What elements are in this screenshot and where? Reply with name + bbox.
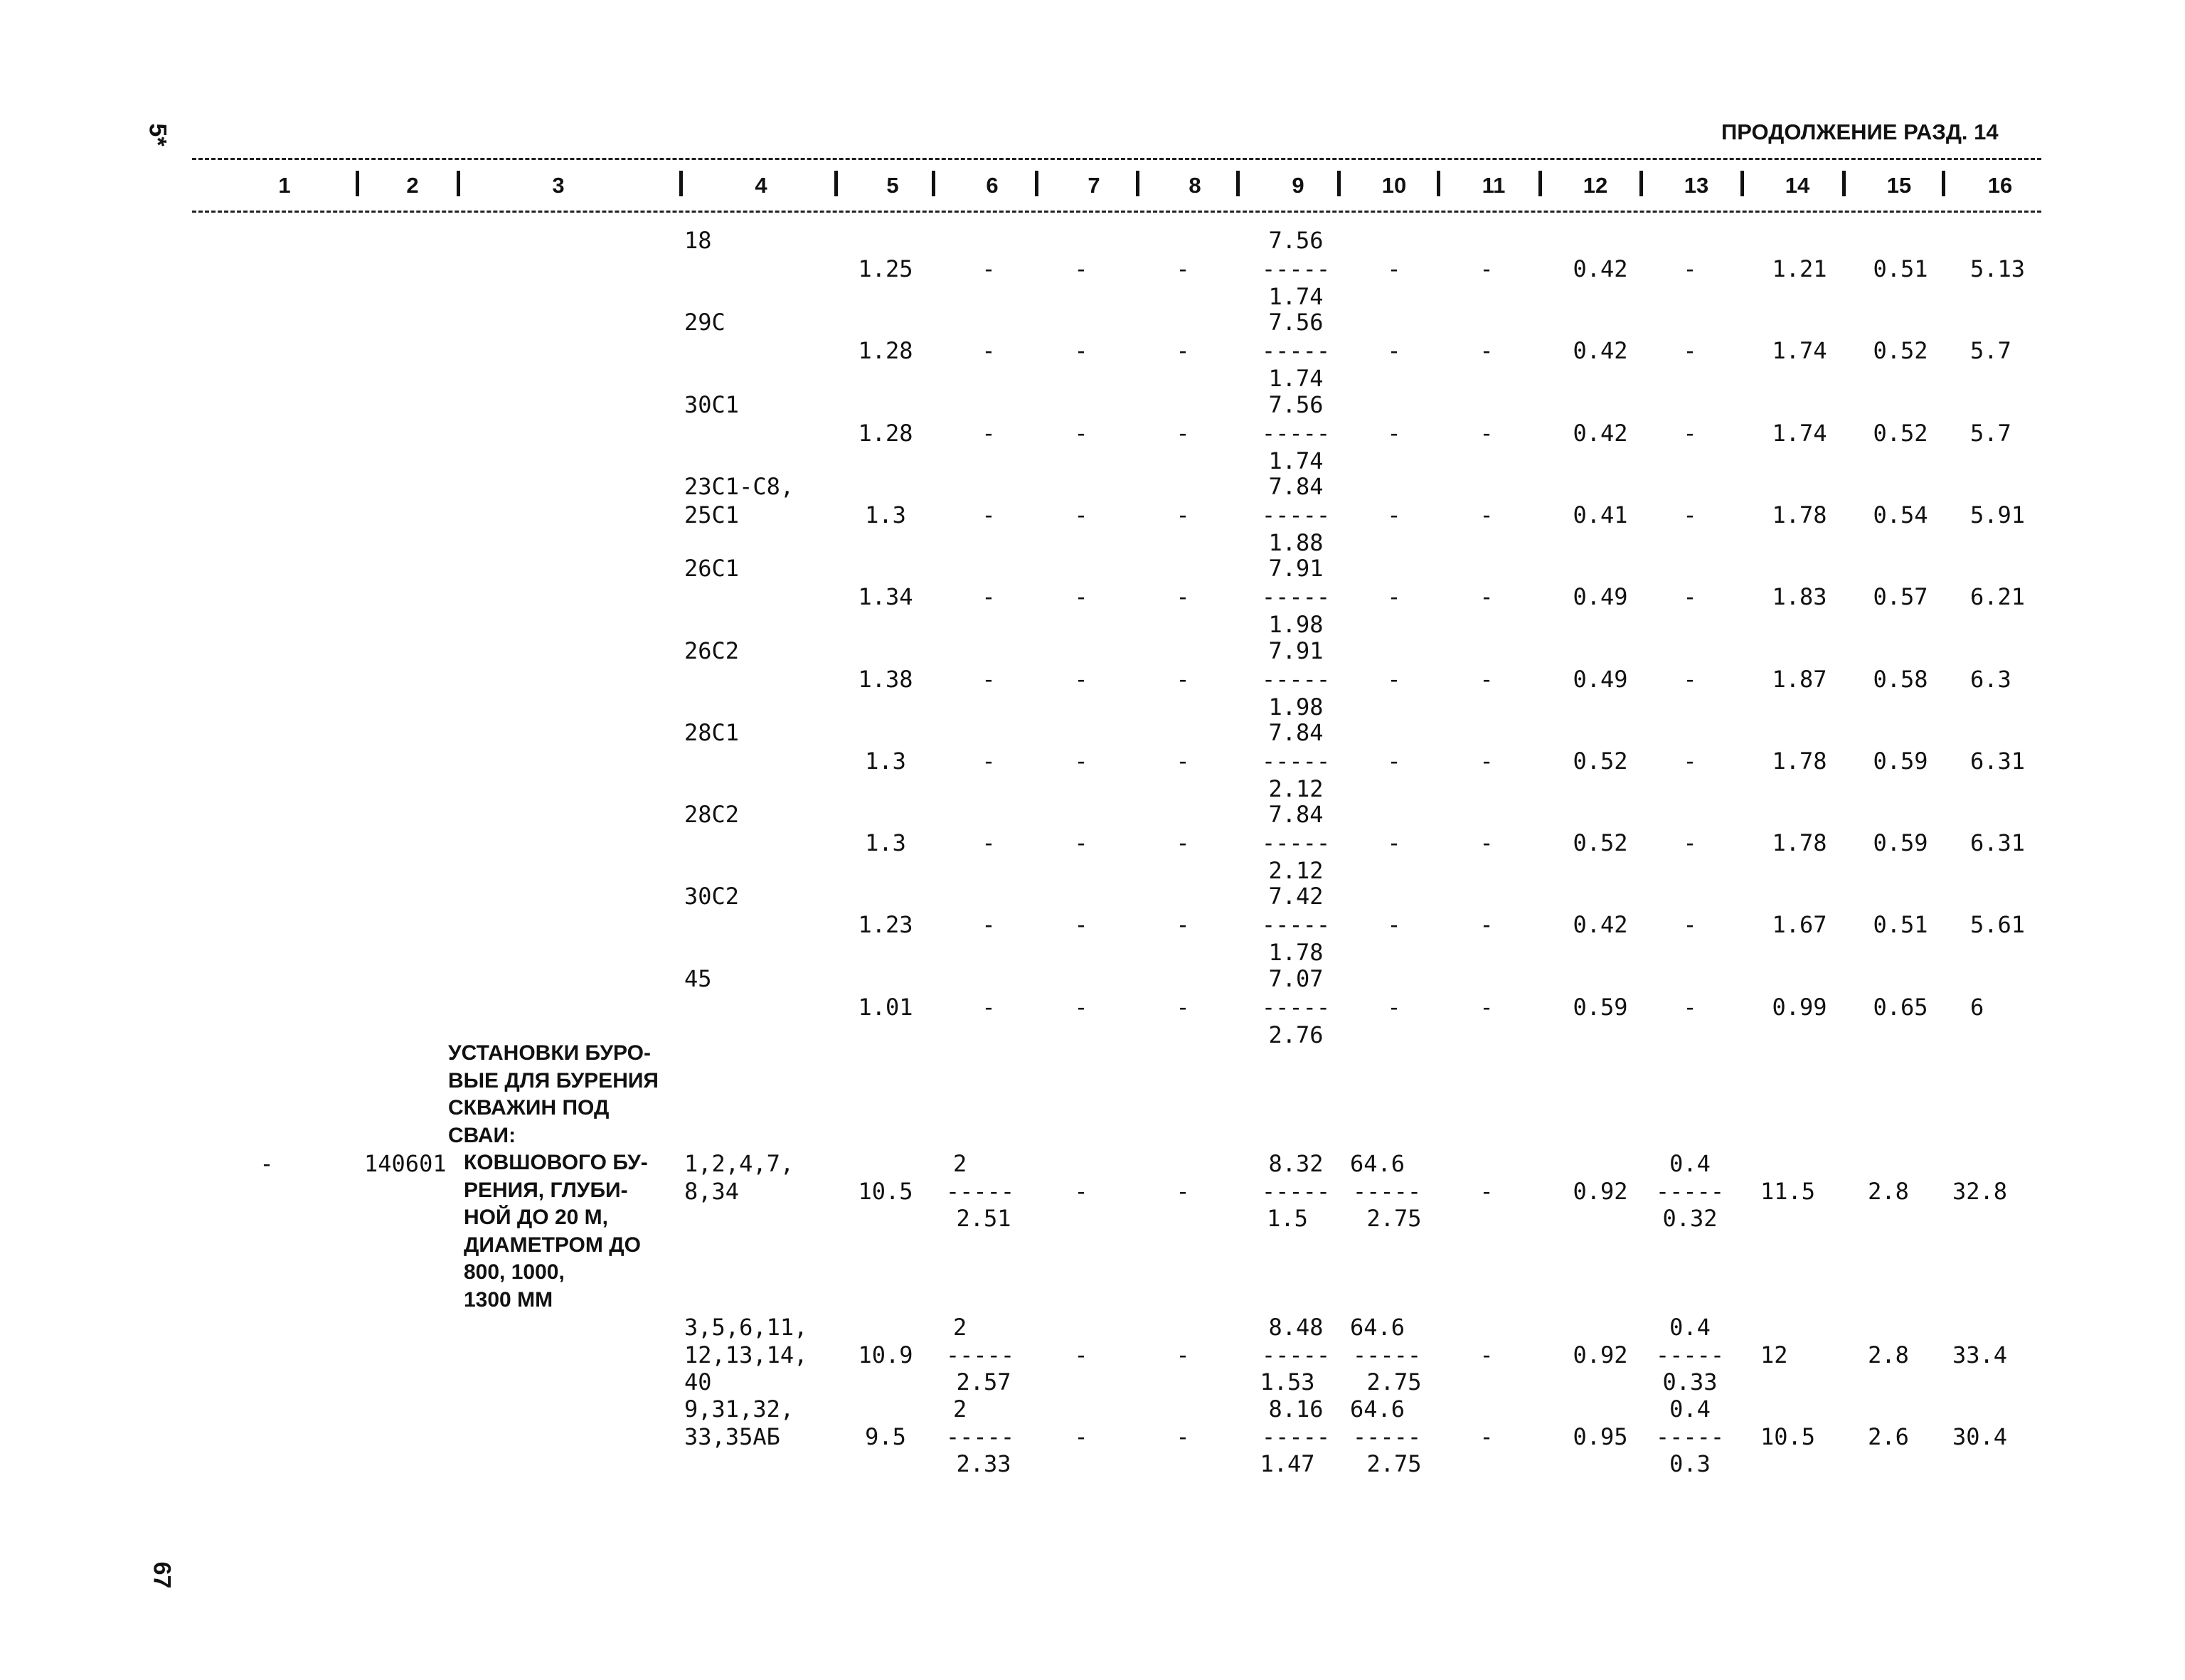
drill-row-3-col5: 9.5 (865, 1423, 906, 1450)
row-7-col9-denominator: 2.12 (1268, 775, 1324, 802)
drill-row-1-col4-line: 1,2,4,7, (684, 1150, 794, 1177)
section-continuation-title: ПРОДОЛЖЕНИЕ РАЗД. 14 (1721, 119, 1999, 144)
row-4-col8: - (1176, 501, 1190, 528)
row-10-col16: 6 (1970, 993, 1984, 1021)
row-8-col6: - (982, 829, 996, 857)
row-4-col9-fraction-line: ----- (1261, 501, 1331, 528)
drill-row-1-col9-numerator: 8.32 (1268, 1150, 1324, 1177)
column-separator (1740, 171, 1744, 196)
column-header-15: 15 (1886, 173, 1912, 198)
drill-row-1-col10-numerator: 64.6 (1350, 1150, 1405, 1177)
row-10-col8: - (1176, 993, 1190, 1021)
column-separator (1437, 171, 1440, 196)
column-separator (1236, 171, 1240, 196)
row-7-col11: - (1479, 747, 1494, 775)
row-8-col16: 6.31 (1970, 829, 2026, 857)
row-6-col8: - (1176, 665, 1190, 693)
drill-row-2-col9-fraction-line: ----- (1261, 1341, 1331, 1368)
row-2-col16: 5.7 (1970, 337, 2011, 365)
row-2-col12: 0.42 (1573, 337, 1628, 365)
drill-row-2-col13-fraction-line: ----- (1655, 1341, 1725, 1368)
drill-row-1-col9-denominator: 1.5 (1267, 1205, 1308, 1232)
row-6-col10: - (1387, 665, 1401, 693)
drill-row-2-col6-denominator: 2.57 (956, 1368, 1011, 1395)
row-5-col9-numerator: 7.91 (1268, 555, 1324, 583)
drill-row-1-col6-numerator: 2 (953, 1150, 967, 1177)
row-8-col9-denominator: 2.12 (1268, 857, 1324, 885)
column-header-12: 12 (1583, 173, 1608, 198)
column-separator (1842, 171, 1846, 196)
drill-row-1-col4-line: 8,34 (684, 1177, 740, 1205)
column-header-7: 7 (1088, 173, 1100, 198)
drill-row-2-col4-line: 3,5,6,11, (684, 1314, 808, 1341)
drill-row-1-col7: - (1074, 1178, 1088, 1205)
drill-row-1-col10-fraction-line: ----- (1352, 1178, 1422, 1205)
drill-row-2-col6-numerator: 2 (953, 1314, 967, 1341)
row-4-col4-line2: 25С1 (684, 501, 740, 528)
row-8-col4: 28С2 (684, 801, 740, 829)
column-header-3: 3 (552, 173, 565, 198)
row-1-col9-numerator: 7.56 (1268, 227, 1324, 254)
row-3-col16: 5.7 (1970, 419, 2011, 447)
column-header-5: 5 (886, 173, 899, 198)
column-header-13: 13 (1684, 173, 1709, 198)
row-9-col13: - (1683, 911, 1697, 939)
row-10-col12: 0.59 (1573, 993, 1628, 1021)
row-3-col5: 1.28 (858, 419, 913, 447)
drill-row-3-col9-denominator: 1.47 (1260, 1450, 1315, 1477)
row-2-col7: - (1074, 337, 1088, 365)
drill-row-3-col13-numerator: 0.4 (1669, 1395, 1711, 1423)
row-7-col13: - (1683, 747, 1697, 775)
row-2-col9-fraction-line: ----- (1261, 337, 1331, 365)
row-1-col12: 0.42 (1573, 255, 1628, 282)
row-5-col6: - (982, 583, 996, 611)
row-7-col5: 1.3 (865, 747, 906, 775)
row-5-col9-fraction-line: ----- (1261, 583, 1331, 611)
drill-row-1-col13-denominator: 0.32 (1662, 1205, 1718, 1232)
row-6-col12: 0.49 (1573, 665, 1628, 693)
column-separator (1136, 171, 1139, 196)
row-1-col5: 1.25 (858, 255, 913, 282)
row-5-col7: - (1074, 583, 1088, 611)
drill-row-3-col7: - (1074, 1423, 1088, 1450)
row-1-col9-denominator: 1.74 (1268, 283, 1324, 310)
drill-row-1-col11: - (1479, 1178, 1494, 1205)
row-9-col9-numerator: 7.42 (1268, 883, 1324, 910)
row-1-col13: - (1683, 255, 1697, 282)
row-4-col5: 1.3 (865, 501, 906, 528)
row-3-col9-fraction-line: ----- (1261, 419, 1331, 447)
column-separator (1035, 171, 1038, 196)
drill-row-2-col14: 12 (1760, 1341, 1788, 1368)
drill-row-3-col4-line: 9,31,32, (684, 1395, 794, 1423)
row-7-col6: - (982, 747, 996, 775)
row-10-col6: - (982, 993, 996, 1021)
drill-row-3-col15: 2.6 (1868, 1423, 1909, 1450)
row-4-col14: 1.78 (1772, 501, 1827, 528)
row-4-col6: - (982, 501, 996, 528)
group-heading-line: СВАИ: (448, 1123, 516, 1147)
row-3-col12: 0.42 (1573, 419, 1628, 447)
row-4-col12: 0.41 (1573, 501, 1628, 528)
row-10-col15: 0.65 (1873, 993, 1928, 1021)
drill-row-2-col13-denominator: 0.33 (1662, 1368, 1718, 1395)
row-3-col9-numerator: 7.56 (1268, 390, 1324, 418)
drill-row-1-col13-fraction-line: ----- (1655, 1178, 1725, 1205)
drill-row-3-col16: 30.4 (1952, 1423, 2008, 1450)
drill-row-2-col9-denominator: 1.53 (1260, 1368, 1315, 1395)
row-1-col10: - (1387, 255, 1401, 282)
drill-row-3-col10-fraction-line: ----- (1352, 1423, 1422, 1450)
row-2-col5: 1.28 (858, 337, 913, 365)
row-1-col8: - (1176, 255, 1190, 282)
drill-row-1-col9-fraction-line: ----- (1261, 1178, 1331, 1205)
row-8-col14: 1.78 (1772, 829, 1827, 857)
row-6-col5: 1.38 (858, 665, 913, 693)
row-3-col14: 1.74 (1772, 419, 1827, 447)
column-separator (1538, 171, 1542, 196)
row-10-col13: - (1683, 993, 1697, 1021)
column-separator (356, 171, 359, 196)
drill-row-3-col10-numerator: 64.6 (1350, 1395, 1405, 1423)
column-separator (834, 171, 838, 196)
row-4-col16: 5.91 (1970, 501, 2026, 528)
drill-row-1-col14: 11.5 (1760, 1178, 1816, 1205)
group-description-line: НОЙ ДО 20 М, (464, 1206, 608, 1229)
drill-row-1-col6-fraction-line: ----- (945, 1178, 1015, 1205)
row-7-col12: 0.52 (1573, 747, 1628, 775)
drill-row-3-col8: - (1176, 1423, 1190, 1450)
group-heading-line: СКВАЖИН ПОД (448, 1096, 610, 1120)
drill-row-2-col8: - (1176, 1341, 1190, 1368)
row-6-col15: 0.58 (1873, 665, 1928, 693)
row-10-col11: - (1479, 993, 1494, 1021)
row-4-col10: - (1387, 501, 1401, 528)
row-3-col6: - (982, 419, 996, 447)
row-9-col14: 1.67 (1772, 911, 1827, 939)
drill-row-3-col4-line: 33,35АБ (684, 1423, 780, 1450)
column-header-10: 10 (1381, 173, 1407, 198)
row-9-col9-denominator: 1.78 (1268, 939, 1324, 967)
row-1-col9-fraction-line: ----- (1261, 255, 1331, 282)
row-6-col9-fraction-line: ----- (1261, 665, 1331, 693)
row-6-col9-denominator: 1.98 (1268, 693, 1324, 721)
drill-row-3-col10-denominator: 2.75 (1366, 1450, 1422, 1477)
row-6-col16: 6.3 (1970, 665, 2011, 693)
row-6-col14: 1.87 (1772, 665, 1827, 693)
row-9-col4: 30С2 (684, 883, 740, 910)
row-6-col7: - (1074, 665, 1088, 693)
row-4-col15: 0.54 (1873, 501, 1928, 528)
page-number: 67 (148, 1561, 176, 1589)
row-3-col10: - (1387, 419, 1401, 447)
row-8-col5: 1.3 (865, 829, 906, 857)
drill-row-3-col11: - (1479, 1423, 1494, 1450)
column-header-1: 1 (278, 173, 291, 198)
row-5-col9-denominator: 1.98 (1268, 611, 1324, 639)
row-5-col10: - (1387, 583, 1401, 611)
column-header-4: 4 (755, 173, 767, 198)
drill-row-3-col6-fraction-line: ----- (945, 1423, 1015, 1450)
row-7-col8: - (1176, 747, 1190, 775)
drill-row-2-col16: 33.4 (1952, 1341, 2008, 1368)
drill-row-1-col15: 2.8 (1868, 1178, 1909, 1205)
row-10-col9-denominator: 2.76 (1268, 1021, 1324, 1048)
column-header-2: 2 (406, 173, 419, 198)
row-8-col9-fraction-line: ----- (1261, 829, 1331, 857)
drill-row-2-col15: 2.8 (1868, 1341, 1909, 1368)
column-separator (1639, 171, 1643, 196)
row-6-col9-numerator: 7.91 (1268, 637, 1324, 664)
column-separator (932, 171, 935, 196)
side-mark-top: 5* (144, 123, 171, 147)
row-2-col9-numerator: 7.56 (1268, 309, 1324, 336)
row-10-col14: 0.99 (1772, 993, 1827, 1021)
row-7-col9-fraction-line: ----- (1261, 747, 1331, 775)
row-5-col15: 0.57 (1873, 583, 1928, 611)
row-5-col8: - (1176, 583, 1190, 611)
column-header-11: 11 (1482, 173, 1506, 198)
group-heading-line: УСТАНОВКИ БУРО- (448, 1041, 651, 1065)
group-description-line: КОВШОВОГО БУ- (464, 1151, 648, 1174)
row-2-col14: 1.74 (1772, 337, 1827, 365)
drill-row-1-col10-denominator: 2.75 (1366, 1205, 1422, 1232)
group-description-line: РЕНИЯ, ГЛУБИ- (464, 1178, 628, 1202)
row-8-col7: - (1074, 829, 1088, 857)
row-6-col6: - (982, 665, 996, 693)
row-9-col11: - (1479, 911, 1494, 939)
row-5-col13: - (1683, 583, 1697, 611)
row-4-col13: - (1683, 501, 1697, 528)
drill-row-1-col16: 32.8 (1952, 1178, 2008, 1205)
row-10-col5: 1.01 (858, 993, 913, 1021)
row-10-col10: - (1387, 993, 1401, 1021)
drill-row-2-col10-numerator: 64.6 (1350, 1314, 1405, 1341)
row-10-col9-fraction-line: ----- (1261, 993, 1331, 1021)
column-separator (1942, 171, 1945, 196)
row-4-col11: - (1479, 501, 1494, 528)
drill-row-1-col8: - (1176, 1178, 1190, 1205)
row-2-col9-denominator: 1.74 (1268, 365, 1324, 393)
row-7-col4: 28С1 (684, 718, 740, 746)
drill-row-2-col10-fraction-line: ----- (1352, 1341, 1422, 1368)
group-code: 140601 (364, 1150, 447, 1177)
drill-row-3-col9-fraction-line: ----- (1261, 1423, 1331, 1450)
group-description-line: 800, 1000, (464, 1260, 565, 1284)
row-1-col7: - (1074, 255, 1088, 282)
drill-row-3-col9-numerator: 8.16 (1268, 1395, 1324, 1423)
row-2-col4: 29С (684, 309, 725, 336)
row-9-col10: - (1387, 911, 1401, 939)
row-3-col7: - (1074, 419, 1088, 447)
row-9-col12: 0.42 (1573, 911, 1628, 939)
row-3-col8: - (1176, 419, 1190, 447)
row-9-col15: 0.51 (1873, 911, 1928, 939)
row-8-col10: - (1387, 829, 1401, 857)
column-header-16: 16 (1987, 173, 2013, 198)
row-10-col9-numerator: 7.07 (1268, 964, 1324, 992)
drill-row-2-col9-numerator: 8.48 (1268, 1314, 1324, 1341)
row-2-col11: - (1479, 337, 1494, 365)
row-7-col15: 0.59 (1873, 747, 1928, 775)
column-header-6: 6 (986, 173, 999, 198)
row-2-col6: - (982, 337, 996, 365)
row-1-col6: - (982, 255, 996, 282)
row-1-col15: 0.51 (1873, 255, 1928, 282)
column-header-9: 9 (1292, 173, 1304, 198)
row-3-col4: 30С1 (684, 390, 740, 418)
row-6-col13: - (1683, 665, 1697, 693)
drill-row-2-col12: 0.92 (1573, 1341, 1628, 1368)
drill-row-1-col6-denominator: 2.51 (956, 1205, 1011, 1232)
column-separator (1337, 171, 1341, 196)
drill-row-2-col11: - (1479, 1341, 1494, 1368)
drill-row-3-col13-denominator: 0.3 (1669, 1450, 1711, 1477)
row-4-col9-numerator: 7.84 (1268, 472, 1324, 500)
group-description-line: ДИАМЕТРОМ ДО (464, 1233, 641, 1257)
drill-row-2-col6-fraction-line: ----- (945, 1341, 1015, 1368)
group-heading-line: ВЫЕ ДЛЯ БУРЕНИЯ (448, 1068, 659, 1092)
row-1-col4: 18 (684, 227, 712, 254)
row-5-col5: 1.34 (858, 583, 913, 611)
row-4-col7: - (1074, 501, 1088, 528)
row-7-col9-numerator: 7.84 (1268, 718, 1324, 746)
row-7-col10: - (1387, 747, 1401, 775)
row-1-col14: 1.21 (1772, 255, 1827, 282)
row-7-col14: 1.78 (1772, 747, 1827, 775)
row-2-col8: - (1176, 337, 1190, 365)
row-5-col16: 6.21 (1970, 583, 2026, 611)
row-3-col15: 0.52 (1873, 419, 1928, 447)
row-8-col8: - (1176, 829, 1190, 857)
drill-row-2-col4-line: 40 (684, 1368, 712, 1395)
row-4-col4: 23С1-С8, (684, 472, 794, 500)
row-9-col5: 1.23 (858, 911, 913, 939)
row-6-col4: 26С2 (684, 637, 740, 664)
drill-row-2-col13-numerator: 0.4 (1669, 1314, 1711, 1341)
drill-row-3-col14: 10.5 (1760, 1423, 1816, 1450)
row-5-col11: - (1479, 583, 1494, 611)
drill-row-2-col5: 10.9 (858, 1341, 913, 1368)
column-header-14: 14 (1785, 173, 1810, 198)
drill-row-2-col10-denominator: 2.75 (1366, 1368, 1422, 1395)
row-8-col11: - (1479, 829, 1494, 857)
drill-row-3-col6-numerator: 2 (953, 1395, 967, 1423)
row-8-col9-numerator: 7.84 (1268, 801, 1324, 829)
row-7-col7: - (1074, 747, 1088, 775)
row-3-col11: - (1479, 419, 1494, 447)
row-10-col4: 45 (684, 964, 712, 992)
group-col1: - (260, 1150, 274, 1177)
row-3-col9-denominator: 1.74 (1268, 447, 1324, 474)
row-8-col12: 0.52 (1573, 829, 1628, 857)
header-top-rule (192, 158, 2041, 160)
row-9-col7: - (1074, 911, 1088, 939)
header-bottom-rule (192, 211, 2041, 213)
row-5-col14: 1.83 (1772, 583, 1827, 611)
row-9-col16: 5.61 (1970, 911, 2026, 939)
drill-row-3-col13-fraction-line: ----- (1655, 1423, 1725, 1450)
row-3-col13: - (1683, 419, 1697, 447)
row-8-col15: 0.59 (1873, 829, 1928, 857)
drill-row-2-col4-line: 12,13,14, (684, 1341, 808, 1368)
drill-row-1-col5: 10.5 (858, 1178, 913, 1205)
row-6-col11: - (1479, 665, 1494, 693)
drill-row-1-col13-numerator: 0.4 (1669, 1150, 1711, 1177)
row-4-col9-denominator: 1.88 (1268, 528, 1324, 556)
row-7-col16: 6.31 (1970, 747, 2026, 775)
row-9-col8: - (1176, 911, 1190, 939)
column-header-8: 8 (1189, 173, 1201, 198)
row-5-col12: 0.49 (1573, 583, 1628, 611)
row-9-col6: - (982, 911, 996, 939)
row-2-col10: - (1387, 337, 1401, 365)
row-1-col11: - (1479, 255, 1494, 282)
column-separator (679, 171, 683, 196)
row-9-col9-fraction-line: ----- (1261, 911, 1331, 939)
drill-row-3-col6-denominator: 2.33 (956, 1450, 1011, 1477)
drill-row-1-col12: 0.92 (1573, 1178, 1628, 1205)
drill-row-3-col12: 0.95 (1573, 1423, 1628, 1450)
row-5-col4: 26С1 (684, 555, 740, 583)
row-8-col13: - (1683, 829, 1697, 857)
drill-row-2-col7: - (1074, 1341, 1088, 1368)
row-2-col13: - (1683, 337, 1697, 365)
row-2-col15: 0.52 (1873, 337, 1928, 365)
row-1-col16: 5.13 (1970, 255, 2026, 282)
group-description-line: 1300 ММ (464, 1287, 553, 1312)
column-separator (457, 171, 460, 196)
row-10-col7: - (1074, 993, 1088, 1021)
